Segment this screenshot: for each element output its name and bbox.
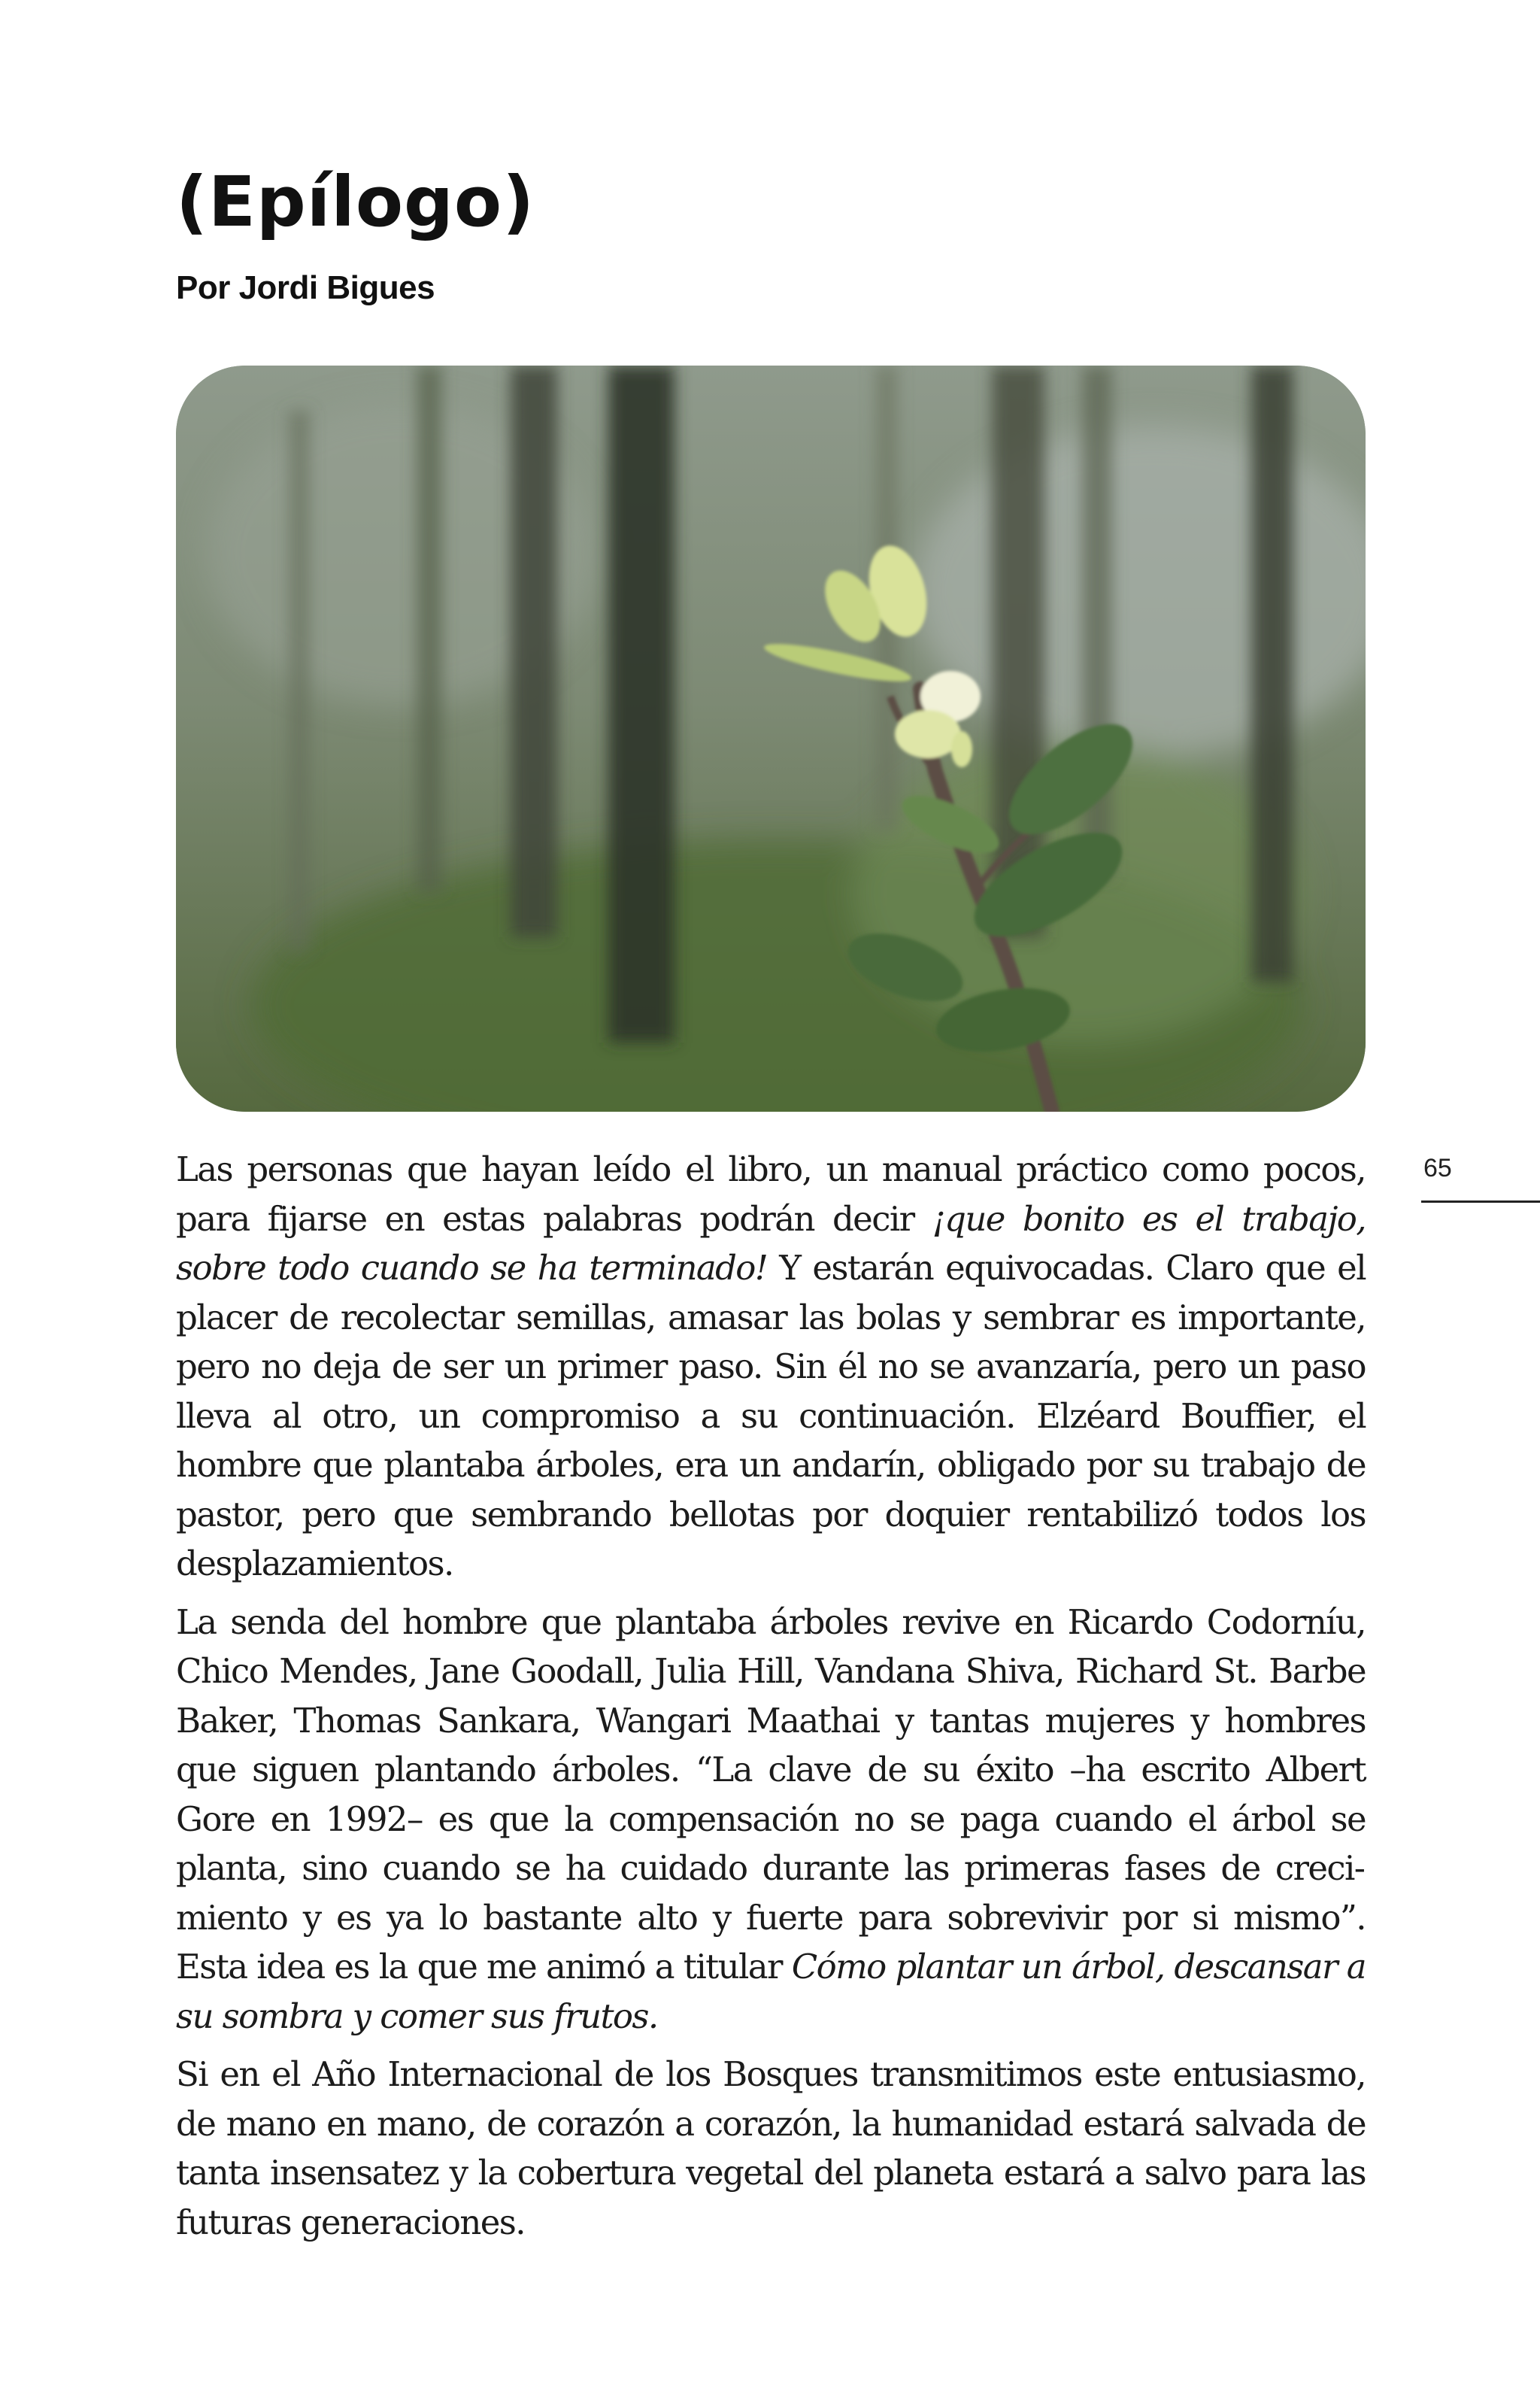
- forest-sapling-photo: [176, 366, 1366, 1112]
- paragraph-3-text: Si en el Año Internacional de los Bosques transmitimos este entusiasmo, de mano en mano, de corazón a corazón, la humanidad estará salvada de tanta insensatez y la cobertura vegetal del planeta estará a salvo para las futuras generaciones.: [176, 2054, 1366, 2242]
- article-body: [176, 1145, 1366, 2256]
- paragraph-2: [176, 1598, 1366, 2041]
- paragraph-1: [176, 1145, 1366, 1589]
- page-title: (Epílogo): [176, 162, 535, 242]
- paragraph-3: [176, 2050, 1366, 2247]
- paragraph-2-book-title: Cómo plantar un árbol, descansar a su sombra y comer sus frutos.: [176, 1947, 1366, 2036]
- page-number: 65: [1423, 1154, 1452, 1182]
- paragraph-1-text-b: Y estarán equivocadas. Claro que el placer de recolectar semillas, amasar las bolas y sembrar es importante, pero no deja de ser un primer paso. Sin él no se avanzaría, pero un paso lleva al otro, un compromiso a su continuación. Elzéard Bouffier, el hombre que plantaba árboles, era un andarín, obligado por su trabajo de pastor, pero que sembrando bellotas por doquier rentabilizó todos los desplazamientos.: [176, 1248, 1366, 1583]
- page-number-rule: [1421, 1200, 1540, 1203]
- paragraph-1-text-a: Las personas que hayan leído el libro, un manual práctico como pocos, para fijarse en estas palabras podrán decir: [176, 1149, 1366, 1239]
- paragraph-2-text: La senda del hombre que plantaba árboles revive en Ricardo Codorníu, Chico Mendes, Jane Goodall, Julia Hill, Vandana Shiva, Richard St. Barbe Baker, Thomas Sankara, Wangari Maathai y tantas mujeres y hombres que siguen plantando árboles. “La clave de su éxito –ha escrito Albert Gore en 1992– es que la compensación no se paga cuando el árbol se planta, sino cuando se ha cuidado durante las primeras fases de crecimiento y es ya lo bastante alto y fuerte para sobrevivir por si mismo”. Esta idea es la que me animó a titular: [176, 1601, 1366, 1987]
- author-byline: Por Jordi Bigues: [176, 269, 435, 306]
- paragraph-1-quote: ¡que bonito es el trabajo, sobre todo cuando se ha terminado!: [176, 1198, 1366, 1288]
